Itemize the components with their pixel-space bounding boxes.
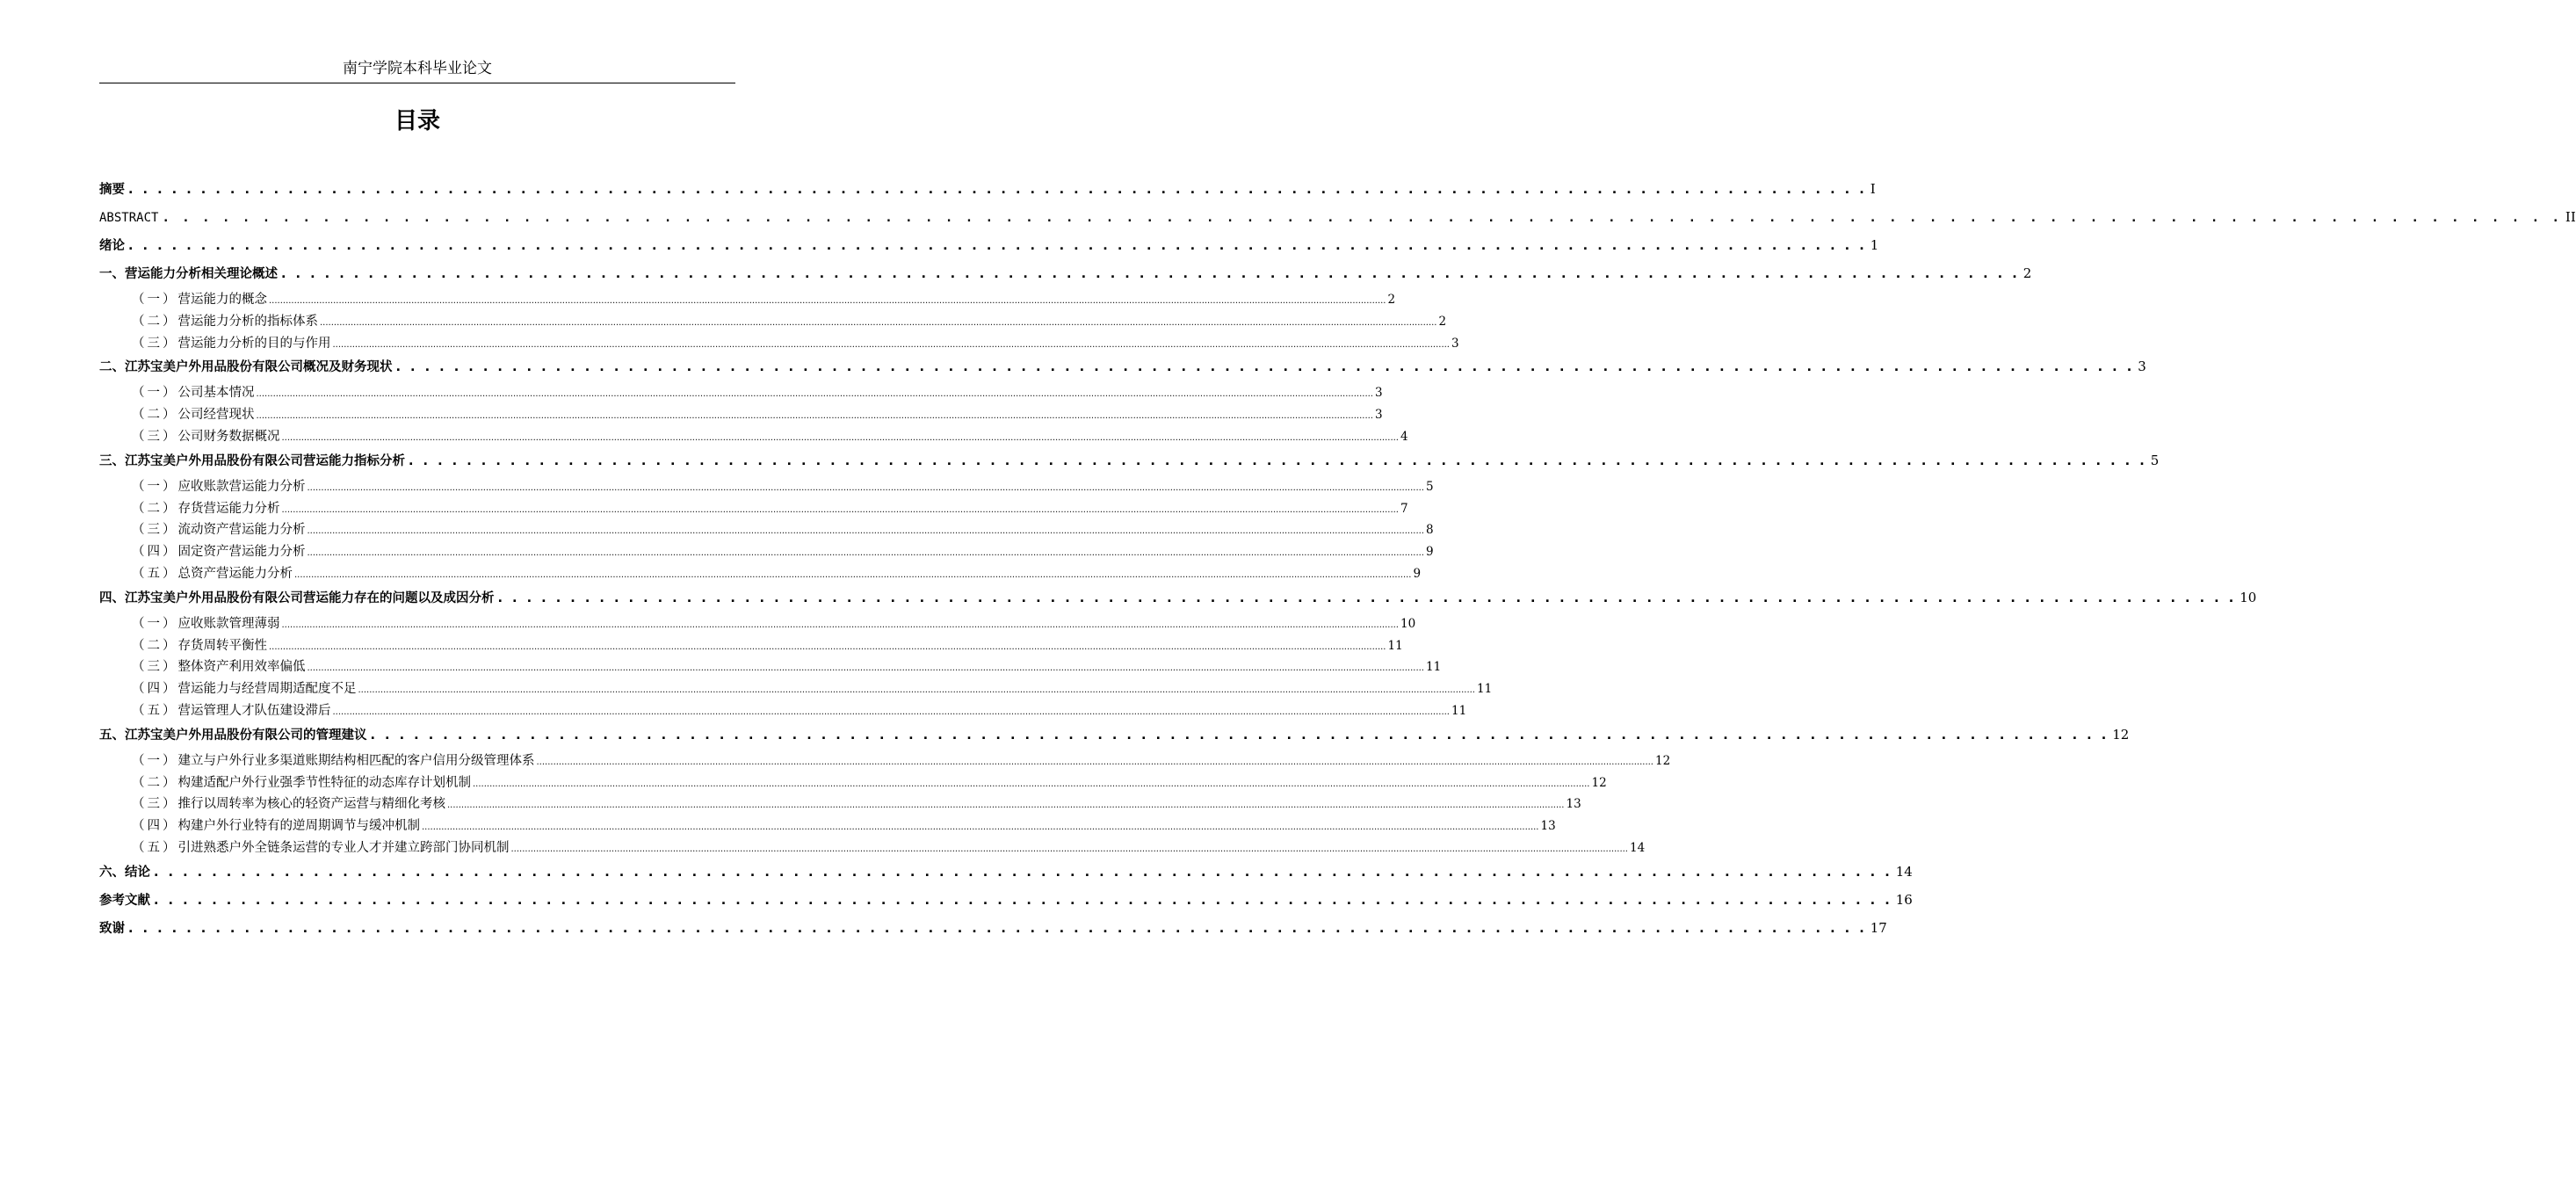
dot-leader: . . . . . . . . . . . . . . . . . . . . . . . . . . . . . . . . . . . . . . . . . . . . . . . . . . . . . . . . . . . . . . . . . . . . . . . . . . . . . . . . . . . . . . . . . . . . . . . . . . . . . . . . . . . . . . . . . . . . . . . . (128, 239, 1867, 253)
dot-leader: ................................................................................................................................................................................................................................................................................................................................................................................................................ (256, 411, 1373, 422)
toc-entry-label: 引进熟悉户外全链条运营的专业人才并建立跨部门协同机制 (177, 840, 510, 855)
toc-entry-page-number: 2 (1387, 293, 1396, 307)
dot-leader: ................................................................................................................................................................................................................................................................................................................................................................................................................ (281, 504, 1399, 515)
toc-entry-page-number: 7 (1400, 501, 1408, 516)
toc-entry-page-number: 9 (1425, 545, 1434, 560)
toc-entry-number: （一） (132, 479, 178, 494)
toc-entry-label: 绪论 (99, 239, 125, 253)
toc-subentry[interactable] (99, 541, 1434, 563)
dot-leader: . . . . . . . . . . . . . . . . . . . . . . . . . . . . . . . . . . . . . . . . . . . . . . . . . . . . . . . . . . . . . . . . . . . . . . . . . . . . . . . . . . . . . . . . . . . . . . . . . . . . . . . . . . . . . . . . . . . . . . . . (162, 211, 2562, 225)
toc-subentry[interactable] (99, 519, 1434, 541)
toc-entry-number: （三） (132, 797, 178, 812)
toc-subentry[interactable] (99, 476, 1434, 498)
toc-entry-label: 构建适配户外行业强季节性特征的动态库存计划机制 (177, 775, 471, 790)
dot-leader: . . . . . . . . . . . . . . . . . . . . . . . . . . . . . . . . . . . . . . . . . . . . . . . . . . . . . . . . . . . . . . . . . . . . . . . . . . . . . . . . . . . . . . . . . . . . . . . . . . . . . . . . . . . . . . . . . . . . . . . . (281, 267, 2020, 281)
toc-entry-label: 构建户外行业特有的逆周期调节与缓冲机制 (177, 819, 420, 834)
dot-leader: ................................................................................................................................................................................................................................................................................................................................................................................................................ (447, 801, 1565, 811)
toc-subentry[interactable] (99, 613, 1416, 635)
toc-entry-page-number: I (1870, 181, 1876, 197)
toc-entry-page-number: 3 (1374, 408, 1383, 423)
toc-entry[interactable] (99, 177, 1876, 205)
toc-entry[interactable] (99, 233, 1879, 261)
toc-entry-page-number: 3 (1374, 386, 1383, 401)
toc-entry-label: 公司基本情况 (177, 386, 255, 401)
toc-entry-label: 应收账款管理薄弱 (177, 616, 280, 631)
toc-entry-page-number: 11 (1451, 703, 1467, 718)
toc-entry-page-number: 5 (1425, 479, 1434, 494)
dot-leader: ................................................................................................................................................................................................................................................................................................................................................................................................................ (307, 526, 1424, 537)
toc-entry-label: 整体资产利用效率偏低 (177, 660, 306, 675)
toc-entry-label: 建立与户外行业多渠道账期结构相匹配的客户信用分级管理体系 (177, 753, 535, 768)
toc-entry-number: （三） (132, 660, 178, 675)
toc-entry-number: （二） (132, 314, 178, 329)
toc-entry[interactable] (99, 888, 1913, 916)
dot-leader: . . . . . . . . . . . . . . . . . . . . . . . . . . . . . . . . . . . . . . . . . . . . . . . . . . . . . . . . . . . . . . . . . . . . . . . . . . . . . . . . . . . . . . . . . . . . . . . . . . . . . . . . . . . . . . . . . . . . . . . . (395, 360, 2135, 375)
toc-entry-page-number: 13 (1540, 819, 1556, 834)
toc-entry-label: 二、江苏宝美户外用品股份有限公司概况及财务现状 (99, 360, 393, 375)
toc-entry-number: （五） (132, 840, 178, 855)
toc-entry-label: 营运能力的概念 (177, 293, 267, 307)
toc-entry-label: 流动资产营运能力分析 (177, 523, 306, 538)
toc-entry[interactable] (99, 448, 2160, 476)
toc-entry-number: （一） (132, 753, 178, 768)
toc-entry-number: （一） (132, 293, 178, 307)
toc-entry-page-number: 14 (1629, 840, 1646, 855)
toc-entry-label: 营运能力分析的指标体系 (177, 314, 318, 329)
toc-entry-number: （二） (132, 408, 178, 423)
toc-entry[interactable] (99, 585, 2257, 613)
toc-entry-page-number: 5 (2150, 452, 2160, 468)
toc-entry-number: （五） (132, 566, 178, 581)
toc-entry-label: 六、结论 (99, 865, 150, 880)
toc-entry-number: （三） (132, 523, 178, 538)
toc-subentry[interactable] (99, 793, 1581, 815)
dot-leader: ................................................................................................................................................................................................................................................................................................................................................................................................................ (307, 663, 1424, 674)
dot-leader: ................................................................................................................................................................................................................................................................................................................................................................................................................ (294, 569, 1412, 580)
toc-subentry[interactable] (99, 635, 1403, 657)
dot-leader: ................................................................................................................................................................................................................................................................................................................................................................................................................ (510, 844, 1628, 854)
toc-entry-label: 公司财务数据概况 (177, 429, 280, 444)
toc-entry-number: （三） (132, 429, 178, 444)
dot-leader: ................................................................................................................................................................................................................................................................................................................................................................................................................ (307, 548, 1424, 559)
toc-entry-label: 四、江苏宝美户外用品股份有限公司营运能力存在的问题以及成因分析 (99, 590, 495, 605)
toc-subentry[interactable] (99, 563, 1422, 585)
toc-entry-page-number: 14 (1895, 863, 1913, 880)
toc-entry[interactable] (99, 261, 2032, 289)
toc-entry-page-number: 11 (1476, 682, 1493, 697)
toc-entry-page-number: 12 (1591, 775, 1607, 790)
dot-leader: ................................................................................................................................................................................................................................................................................................................................................................................................................ (332, 706, 1450, 717)
toc-entry-label: 一、营运能力分析相关理论概述 (99, 267, 278, 281)
toc-entry-page-number: 2 (1438, 314, 1447, 329)
toc-title: 目录 (394, 108, 440, 134)
dot-leader: ................................................................................................................................................................................................................................................................................................................................................................................................................ (358, 685, 1475, 696)
toc-subentry[interactable] (99, 837, 1646, 859)
dot-leader: . . . . . . . . . . . . . . . . . . . . . . . . . . . . . . . . . . . . . . . . . . . . . . . . . . . . . . . . . . . . . . . . . . . . . . . . . . . . . . . . . . . . . . . . . . . . . . . . . . . . . . . . . . . . . . . . . . . . . . . . (128, 183, 1867, 197)
toc-subentry[interactable] (99, 815, 1556, 837)
toc-entry-page-number: 11 (1425, 660, 1442, 675)
toc-entry-page-number: 1 (1870, 237, 1879, 253)
toc-subentry[interactable] (99, 772, 1607, 794)
toc-entry-page-number: 9 (1413, 566, 1422, 581)
dot-leader: . . . . . . . . . . . . . . . . . . . . . . . . . . . . . . . . . . . . . . . . . . . . . . . . . . . . . . . . . . . . . . . . . . . . . . . . . . . . . . . . . . . . . . . . . . . . . . . . . . . . . . . . . . . . . . . . . . . . . . . . (128, 921, 1867, 936)
toc-entry[interactable] (99, 916, 1887, 944)
toc-entry-page-number: 4 (1400, 429, 1408, 444)
dot-leader: ................................................................................................................................................................................................................................................................................................................................................................................................................ (332, 339, 1450, 350)
toc-entry-number: （二） (132, 638, 178, 653)
toc-entry-label: 摘要 (99, 183, 125, 197)
toc-subentry[interactable] (99, 311, 1447, 333)
toc-entry-page-number: 11 (1387, 638, 1403, 653)
dot-leader: ................................................................................................................................................................................................................................................................................................................................................................................................................ (269, 296, 1386, 306)
dot-leader: . . . . . . . . . . . . . . . . . . . . . . . . . . . . . . . . . . . . . . . . . . . . . . . . . . . . . . . . . . . . . . . . . . . . . . . . . . . . . . . . . . . . . . . . . . . . . . . . . . . . . . . . . . . . . . . . . . . . . . . . (370, 728, 2109, 743)
toc-entry-label: ABSTRACT (99, 211, 159, 225)
toc-entry-label: 致谢 (99, 921, 125, 936)
toc-entry-page-number: 17 (1870, 919, 1887, 936)
dot-leader: ................................................................................................................................................................................................................................................................................................................................................................................................................ (536, 757, 1653, 767)
toc-entry[interactable] (99, 859, 1913, 888)
toc-entry-page-number: 3 (2138, 359, 2146, 375)
dot-leader: ................................................................................................................................................................................................................................................................................................................................................................................................................ (256, 389, 1373, 400)
toc-entry-page-number: 8 (1425, 523, 1434, 538)
toc-subentry[interactable] (99, 289, 1396, 311)
toc-entry-number: （四） (132, 682, 178, 697)
dot-leader: ................................................................................................................................................................................................................................................................................................................................................................................................................ (422, 822, 1539, 833)
toc-entry-page-number: 10 (2240, 589, 2257, 605)
toc-entry-label: 公司经营现状 (177, 408, 255, 423)
toc-entry-page-number: 2 (2022, 265, 2032, 281)
toc-entry[interactable] (99, 722, 2130, 750)
toc-entry-page-number: 3 (1451, 336, 1459, 351)
toc-subentry[interactable] (99, 656, 1442, 678)
toc-entry-number: （一） (132, 616, 178, 631)
toc-entry-page-number: 10 (1400, 616, 1416, 631)
toc-entry-number: （五） (132, 703, 178, 718)
toc-subentry[interactable] (99, 404, 1383, 426)
page-header-title: 南宁学院本科毕业论文 (343, 60, 492, 77)
toc-entry-number: （二） (132, 775, 178, 790)
toc-subentry[interactable] (99, 333, 1459, 355)
toc-entry-label: 总资产营运能力分析 (177, 566, 293, 581)
dot-leader: . . . . . . . . . . . . . . . . . . . . . . . . . . . . . . . . . . . . . . . . . . . . . . . . . . . . . . . . . . . . . . . . . . . . . . . . . . . . . . . . . . . . . . . . . . . . . . . . . . . . . . . . . . . . . . . . . . . . . . . . (154, 893, 1892, 908)
toc-subentry[interactable] (99, 678, 1493, 700)
toc-entry-label: 应收账款营运能力分析 (177, 479, 306, 494)
dot-leader: . . . . . . . . . . . . . . . . . . . . . . . . . . . . . . . . . . . . . . . . . . . . . . . . . . . . . . . . . . . . . . . . . . . . . . . . . . . . . . . . . . . . . . . . . . . . . . . . . . . . . . . . . . . . . . . . . . . . . . . . (409, 453, 2147, 468)
dot-leader: . . . . . . . . . . . . . . . . . . . . . . . . . . . . . . . . . . . . . . . . . . . . . . . . . . . . . . . . . . . . . . . . . . . . . . . . . . . . . . . . . . . . . . . . . . . . . . . . . . . . . . . . . . . . . . . . . . . . . . . . (154, 865, 1892, 880)
dot-leader: ................................................................................................................................................................................................................................................................................................................................................................................................................ (473, 779, 1590, 789)
toc-entry[interactable] (99, 354, 2146, 382)
toc-entry-number: （三） (132, 336, 178, 351)
toc-subentry[interactable] (99, 382, 1383, 404)
toc-entry-label: 营运管理人才队伍建设滞后 (177, 703, 331, 718)
dot-leader: ................................................................................................................................................................................................................................................................................................................................................................................................................ (269, 641, 1386, 652)
table-of-contents (99, 177, 2576, 944)
toc-subentry[interactable] (99, 700, 1467, 722)
dot-leader: . . . . . . . . . . . . . . . . . . . . . . . . . . . . . . . . . . . . . . . . . . . . . . . . . . . . . . . . . . . . . . . . . . . . . . . . . . . . . . . . . . . . . . . . . . . . . . . . . . . . . . . . . . . . . . . . . . . . . . . . (497, 590, 2237, 605)
toc-entry-page-number: 12 (1654, 753, 1671, 768)
toc-entry-number: （四） (132, 819, 178, 834)
toc-entry-label: 推行以周转率为核心的轻资产运营与精细化考核 (177, 797, 445, 812)
toc-entry-label: 参考文献 (99, 893, 150, 908)
toc-entry-label: 存货周转平衡性 (177, 638, 267, 653)
toc-subentry[interactable] (99, 750, 1671, 772)
toc-subentry[interactable] (99, 426, 1408, 448)
toc-entry[interactable] (99, 205, 2576, 233)
toc-entry-page-number: 12 (2112, 726, 2130, 743)
toc-entry-label: 固定资产营运能力分析 (177, 545, 306, 560)
toc-entry-label: 三、江苏宝美户外用品股份有限公司营运能力指标分析 (99, 453, 405, 468)
dot-leader: ................................................................................................................................................................................................................................................................................................................................................................................................................ (307, 482, 1424, 493)
toc-entry-label: 营运能力与经营周期适配度不足 (177, 682, 357, 697)
toc-entry-number: （二） (132, 501, 178, 516)
dot-leader: ................................................................................................................................................................................................................................................................................................................................................................................................................ (320, 317, 1437, 328)
toc-entry-page-number: 16 (1895, 891, 1913, 908)
toc-subentry[interactable] (99, 498, 1408, 520)
toc-entry-label: 存货营运能力分析 (177, 501, 280, 516)
toc-entry-label: 五、江苏宝美户外用品股份有限公司的管理建议 (99, 728, 367, 743)
toc-entry-page-number: 13 (1566, 797, 1581, 812)
toc-entry-number: （一） (132, 386, 178, 401)
toc-entry-label: 营运能力分析的目的与作用 (177, 336, 331, 351)
dot-leader: ................................................................................................................................................................................................................................................................................................................................................................................................................ (281, 432, 1399, 443)
toc-entry-number: （四） (132, 545, 178, 560)
dot-leader: ................................................................................................................................................................................................................................................................................................................................................................................................................ (281, 619, 1399, 630)
toc-entry-page-number: II (2565, 209, 2576, 225)
